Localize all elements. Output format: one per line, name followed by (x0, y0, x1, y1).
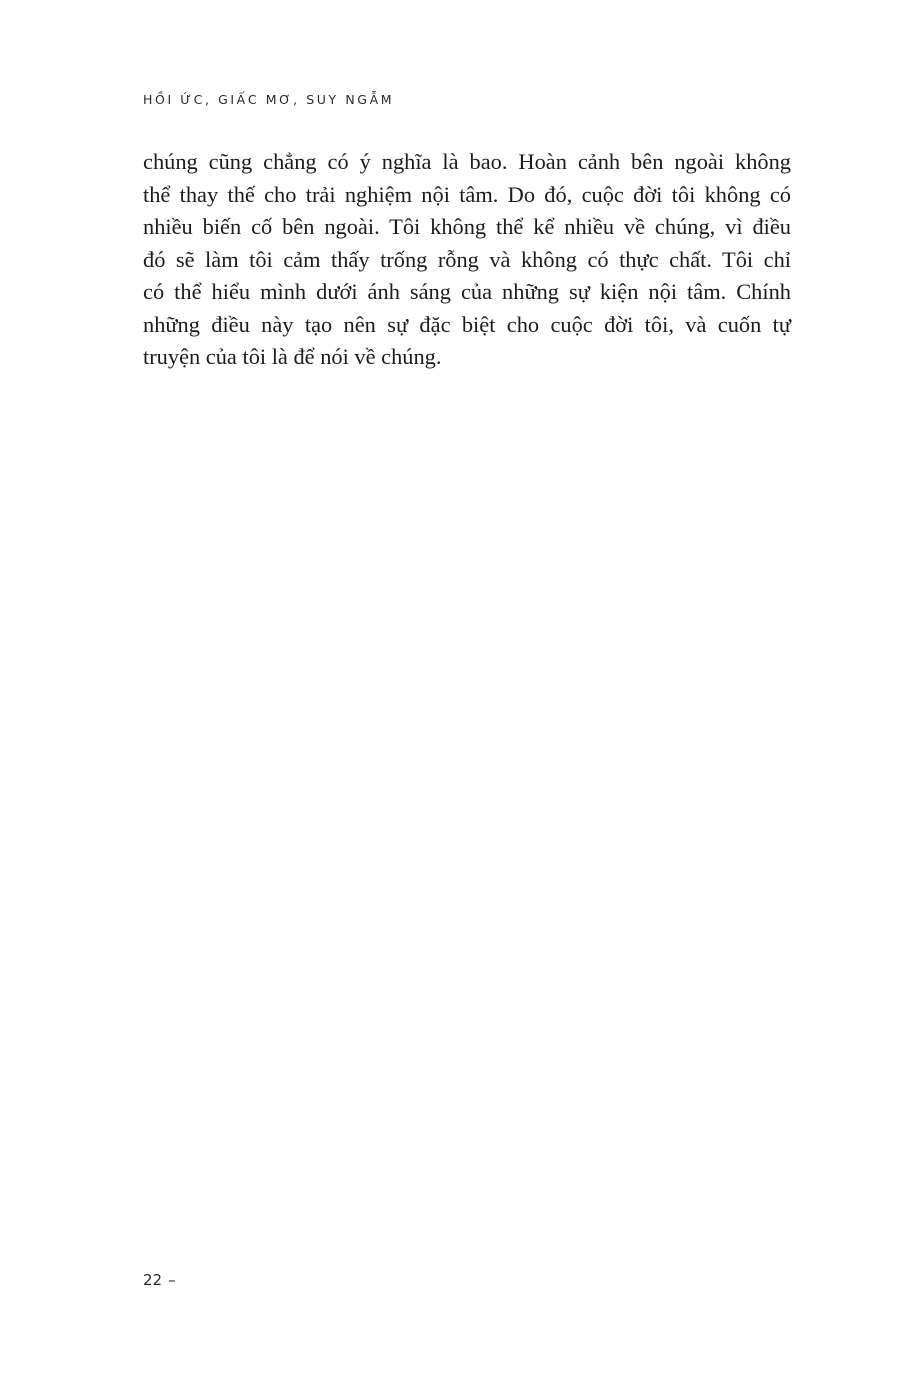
running-header: HỒI ỨC, GIẤC MƠ, SUY NGẪM (143, 92, 395, 107)
paragraph-line: chúng cũng chẳng có ý nghĩa là bao. Hoàn cảnh bên ngoài không (143, 149, 791, 174)
page-number-dash: – (168, 1271, 176, 1289)
paragraph-line: đó sẽ làm tôi cảm thấy trống rỗng và không có thực chất. Tôi chỉ (143, 246, 791, 272)
paragraph-line: truyện của tôi là để nói về chúng. (143, 344, 442, 369)
paragraph-line: thể thay thế cho trải nghiệm nội tâm. Do đó, cuộc đời tôi không có (143, 181, 791, 207)
page-number: 22 (143, 1271, 163, 1289)
body-paragraph (143, 146, 791, 374)
page-footer (143, 1271, 176, 1289)
paragraph-line: những điều này tạo nên sự đặc biệt cho cuộc đời tôi, và cuốn tự (143, 311, 791, 337)
paragraph-line: nhiều biến cố bên ngoài. Tôi không thể kể nhiều về chúng, vì điều (143, 214, 791, 239)
paragraph-line: có thể hiểu mình dưới ánh sáng của những sự kiện nội tâm. Chính (143, 279, 791, 304)
